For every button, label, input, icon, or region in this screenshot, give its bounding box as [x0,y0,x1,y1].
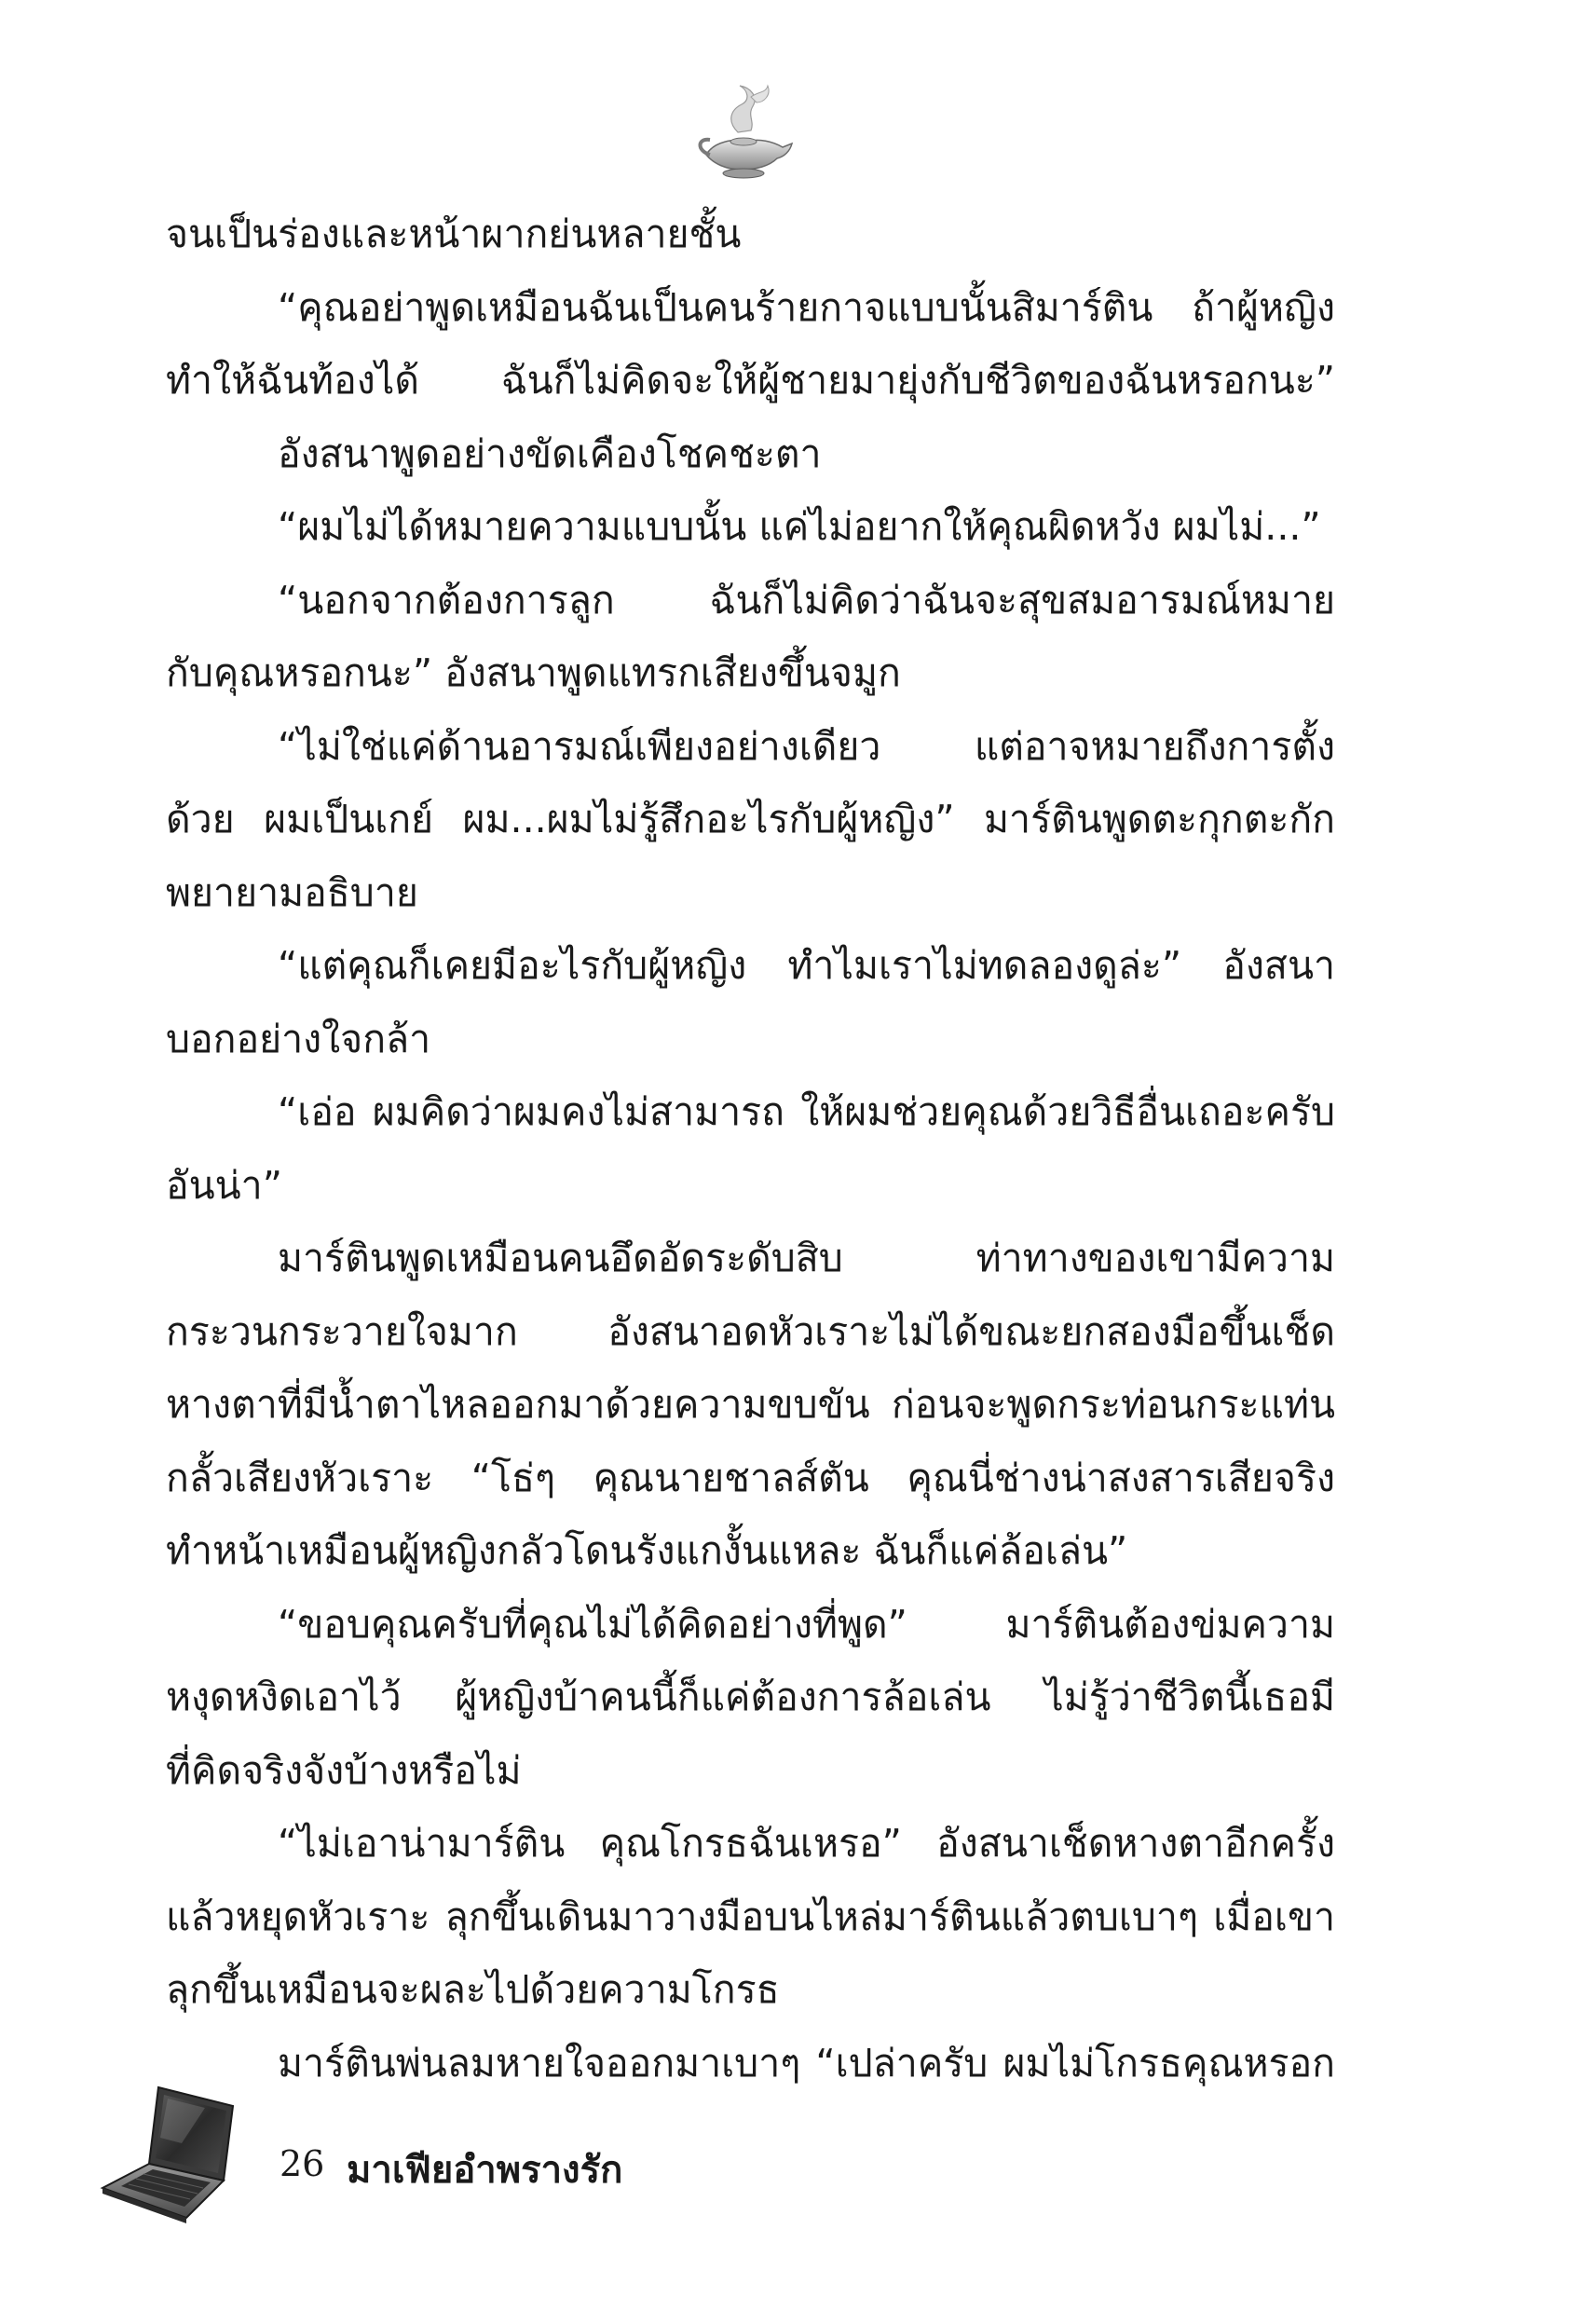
text-line: อังสนาพูดอย่างขัดเคืองโชคชะตา [278,431,822,476]
text-line: “แต่คุณก็เคยมีอะไรกับผู้หญิง ทำไมเราไม่ทดลองดูล่ะ” อังสนา [278,943,1335,988]
text-line: ที่คิดจริงจังบ้างหรือไม่ [166,1747,522,1793]
laptop-icon [93,2078,270,2227]
text-line: พยายามอธิบาย [166,869,418,915]
text-line: แล้วหยุดหัวเราะ ลุกขึ้นเดินมาวางมือบนไหล่มาร์ตินแล้วตบเบาๆ เมื่อเขา [166,1894,1335,1939]
text-line: “ไม่ใช่แค่ด้านอารมณ์เพียงอย่างเดียว แต่อาจหมายถึงการตั้ง [278,723,1335,769]
book-title: มาเฟียอำพรางรัก [347,2149,623,2192]
text-line: หงุดหงิดเอาไว้ ผู้หญิงบ้าคนนี้ก็แค่ต้องการล้อเล่น ไม่รู้ว่าชีวิตนี้เธอมี [166,1675,1335,1719]
text-line: “นอกจากต้องการลูก ฉันก็ไม่คิดว่าฉันจะสุขสมอารมณ์หมาย [278,577,1335,622]
text-line: ทำหน้าเหมือนผู้หญิงกลัวโดนรังแกงั้นแหละ ฉันก็แค่ล้อเล่น” [166,1528,1128,1573]
text-line: หางตาที่มีน้ำตาไหลออกมาด้วยความขบขัน ก่อนจะพูดกระท่อนกระแท่น [166,1382,1335,1427]
text-line: กับคุณหรอกนะ” อังสนาพูดแทรกเสียงขึ้นจมูก [166,650,901,695]
text-line: กระวนกระวายใจมาก อังสนาอดหัวเราะไม่ได้ขณะยกสองมือขึ้นเช็ด [166,1308,1335,1354]
text-line: ลุกขึ้นเหมือนจะผละไปด้วยความโกรธ [166,1967,780,2012]
text-line: กลั้วเสียงหัวเราะ “โธ่ๆ คุณนายชาลส์ตัน คุณนี่ช่างน่าสงสารเสียจริง [166,1455,1335,1500]
text-line: “คุณอย่าพูดเหมือนฉันเป็นคนร้ายกาจแบบนั้นสิมาร์ติน ถ้าผู้หญิง [278,284,1335,330]
text-line: “ผมไม่ได้หมายความแบบนั้น แค่ไม่อยากให้คุณผิดหวัง ผมไม่...” [278,504,1321,549]
text-line: “ขอบคุณครับที่คุณไม่ได้คิดอย่างที่พูด” มาร์ตินต้องข่มความ [278,1601,1335,1647]
text-line: ทำให้ฉันท้องได้ ฉันก็ไม่คิดจะให้ผู้ชายมายุ่งกับชีวิตของฉันหรอกนะ” [166,358,1335,403]
text-line: “เอ่อ ผมคิดว่าผมคงไม่สามารถ ให้ผมช่วยคุณด้วยวิธีอื่นเถอะครับ [278,1089,1335,1134]
text-line: บอกอย่างใจกล้า [166,1016,431,1061]
page-number: 26 [280,2143,325,2184]
text-line: มาร์ตินพูดเหมือนคนอึดอัดระดับสิบ ท่าทางของเขามีความ [278,1236,1335,1280]
text-line: มาร์ตินพ่นลมหายใจออกมาเบาๆ “เปล่าครับ ผมไม่โกรธคุณหรอก [278,2040,1335,2085]
text-line: “ไม่เอาน่ามาร์ติน คุณโกรธฉันเหรอ” อังสนาเช็ดหางตาอีกครั้ง [278,1821,1335,1866]
text-line: ด้วย ผมเป็นเกย์ ผม...ผมไม่รู้สึกอะไรกับผู้หญิง” มาร์ตินพูดตะกุกตะกัก [166,797,1335,841]
genie-lamp-icon [689,76,801,188]
page-footer [0,2078,1596,2246]
body-text [166,198,1335,2099]
text-line: อันน่า” [166,1162,282,1208]
text-line: จนเป็นร่องและหน้าผากย่นหลายชั้น [166,212,742,256]
